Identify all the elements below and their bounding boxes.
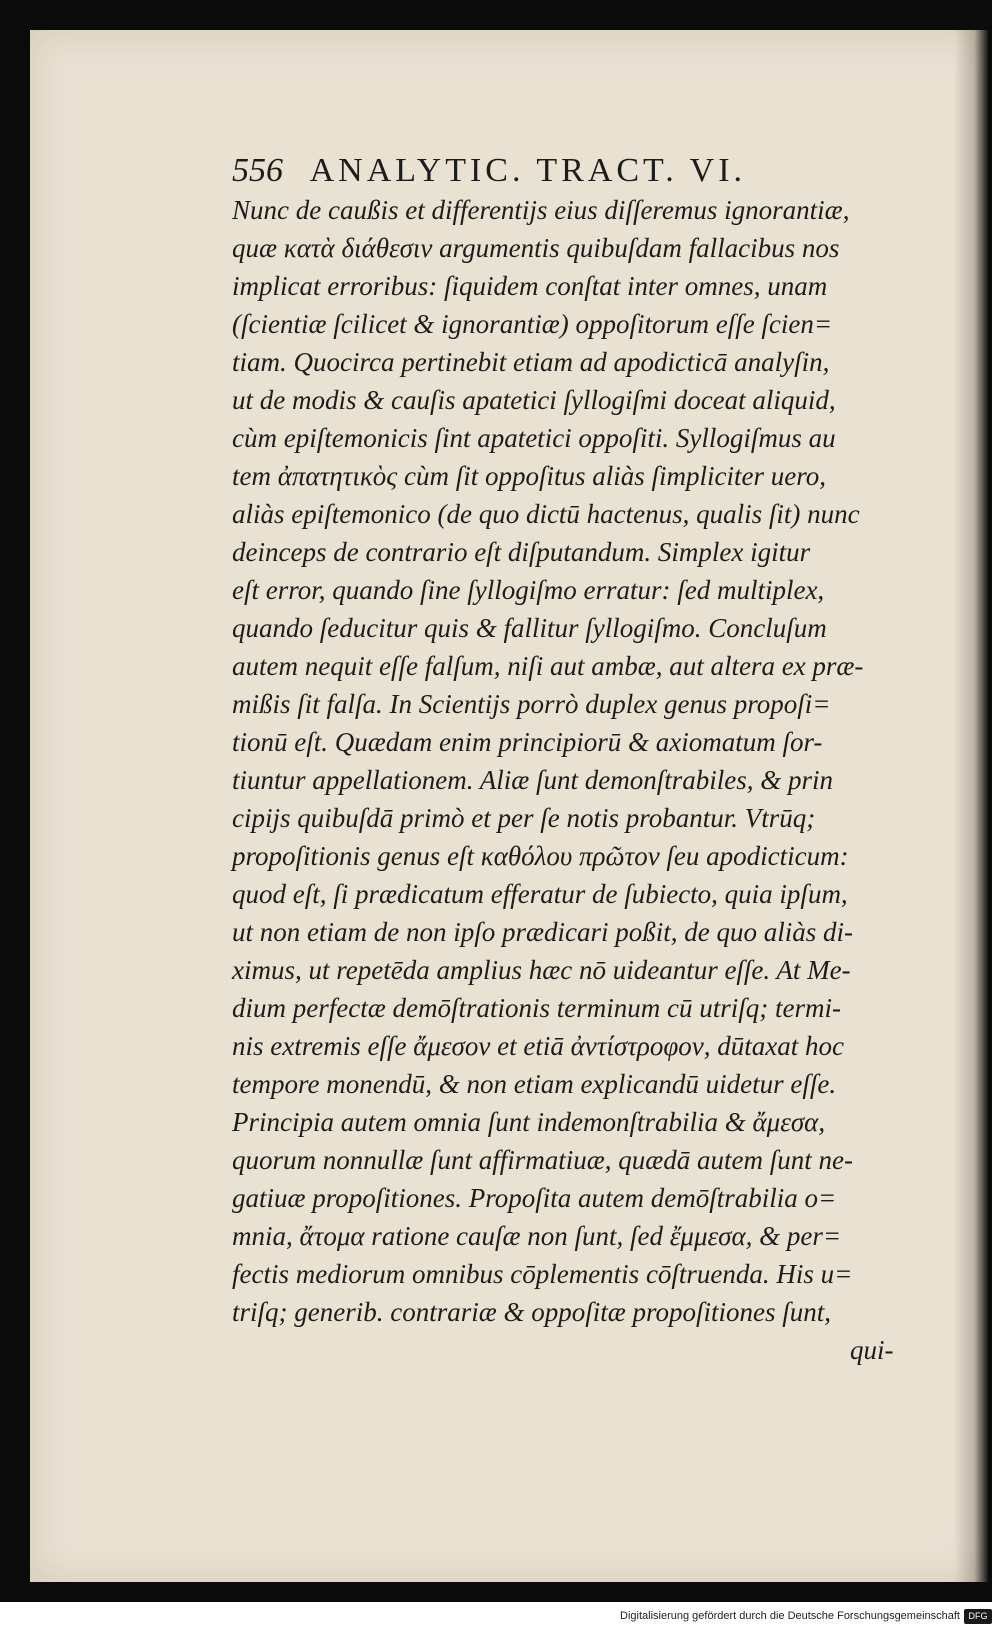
text-line: propoſitionis genus eſt καθόλου πρῶτον ſeu apodicticum: xyxy=(232,841,849,871)
text-line: quæ κατὰ διάθεσιν argumentis quibuſdam fallacibus nos xyxy=(232,233,840,263)
text-line: aliàs epiſtemonico (de quo dictū hactenus, qualis ſit) nunc xyxy=(232,499,860,529)
digitization-footer xyxy=(0,1606,1000,1628)
text-line: tiam. Quocirca pertinebit etiam ad apodicticā analyſin, xyxy=(232,347,830,377)
text-line: nis extremis eſſe ἄμεσον et etiā ἀντίστροφον, dūtaxat hoc xyxy=(232,1031,844,1061)
funding-credit: Digitalisierung gefördert durch die Deutsche Forschungsgemeinschaft xyxy=(620,1610,960,1622)
text-line: triſq; generib. contrariæ & oppoſitæ propoſitiones ſunt, xyxy=(232,1297,832,1327)
page-gutter-shadow xyxy=(954,30,988,1582)
text-line: (ſcientiæ ſcilicet & ignorantiæ) oppoſitorum eſſe ſcien= xyxy=(232,309,833,339)
text-line: tionū eſt. Quædam enim principiorū & axiomatum ſor- xyxy=(232,727,823,757)
text-line: eſt error, quando ſine ſyllogiſmo erratur: ſed multiplex, xyxy=(232,575,825,605)
text-line: mißis ſit falſa. In Scientijs porrò duplex genus propoſi= xyxy=(232,689,831,719)
text-line: ut non etiam de non ipſo prædicari poßit, de quo aliàs di- xyxy=(232,917,853,947)
text-line: tiuntur appellationem. Aliæ ſunt demonſtrabiles, & prin xyxy=(232,765,834,795)
text-line: Nunc de caußis et differentijs eius diſſeremus ignorantiæ, xyxy=(232,195,850,225)
text-line: tempore monendū, & non etiam explicandū uidetur eſſe. xyxy=(232,1069,837,1099)
dfg-logo: DFG xyxy=(964,1609,992,1624)
text-line: mnia, ἄτομα ratione cauſæ non ſunt, ſed ἔμμεσα, & per= xyxy=(232,1221,842,1251)
catchword: qui- xyxy=(850,1335,894,1365)
running-title: ANALYTIC. TRACT. VI. xyxy=(309,152,747,189)
text-line: autem nequit eſſe falſum, niſi aut ambæ, aut altera ex præ- xyxy=(232,651,864,681)
text-line: ximus, ut repetēda amplius hæc nō uideantur eſſe. At Me- xyxy=(232,955,851,985)
page-number: 556 xyxy=(232,152,283,189)
text-line: cùm epiſtemonicis ſint apatetici oppoſiti. Syllogiſmus au xyxy=(232,423,836,453)
text-line: dium perfectæ demōſtrationis terminum cū utriſq; termi- xyxy=(232,993,841,1023)
text-line: Principia autem omnia ſunt indemonſtrabilia & ἄμεσα, xyxy=(232,1107,826,1137)
text-line: quando ſeducitur quis & fallitur ſyllogiſmo. Concluſum xyxy=(232,613,827,643)
text-line: cipijs quibuſdā primò et per ſe notis probantur. Vtrūq; xyxy=(232,803,816,833)
text-line: tem ἀπατητικὸς cùm ſit oppoſitus aliàs ſimpliciter uero, xyxy=(232,461,826,491)
text-line: implicat erroribus: ſiquidem conſtat inter omnes, unam xyxy=(232,271,828,301)
text-line: quod eſt, ſi prædicatum efferatur de ſubiecto, quia ipſum, xyxy=(232,879,848,909)
page-header xyxy=(232,152,746,190)
text-line: deinceps de contrario eſt diſputandum. Simplex igitur xyxy=(232,537,811,567)
text-line: quorum nonnullæ ſunt affirmatiuæ, quædā autem ſunt ne- xyxy=(232,1145,854,1175)
text-line: fectis mediorum omnibus cōplementis cōſtruenda. His u= xyxy=(232,1259,853,1289)
text-line: ut de modis & cauſis apatetici ſyllogiſmi doceat aliquid, xyxy=(232,385,836,415)
text-line: gatiuæ propoſitiones. Propoſita autem demōſtrabilia o= xyxy=(232,1183,837,1213)
